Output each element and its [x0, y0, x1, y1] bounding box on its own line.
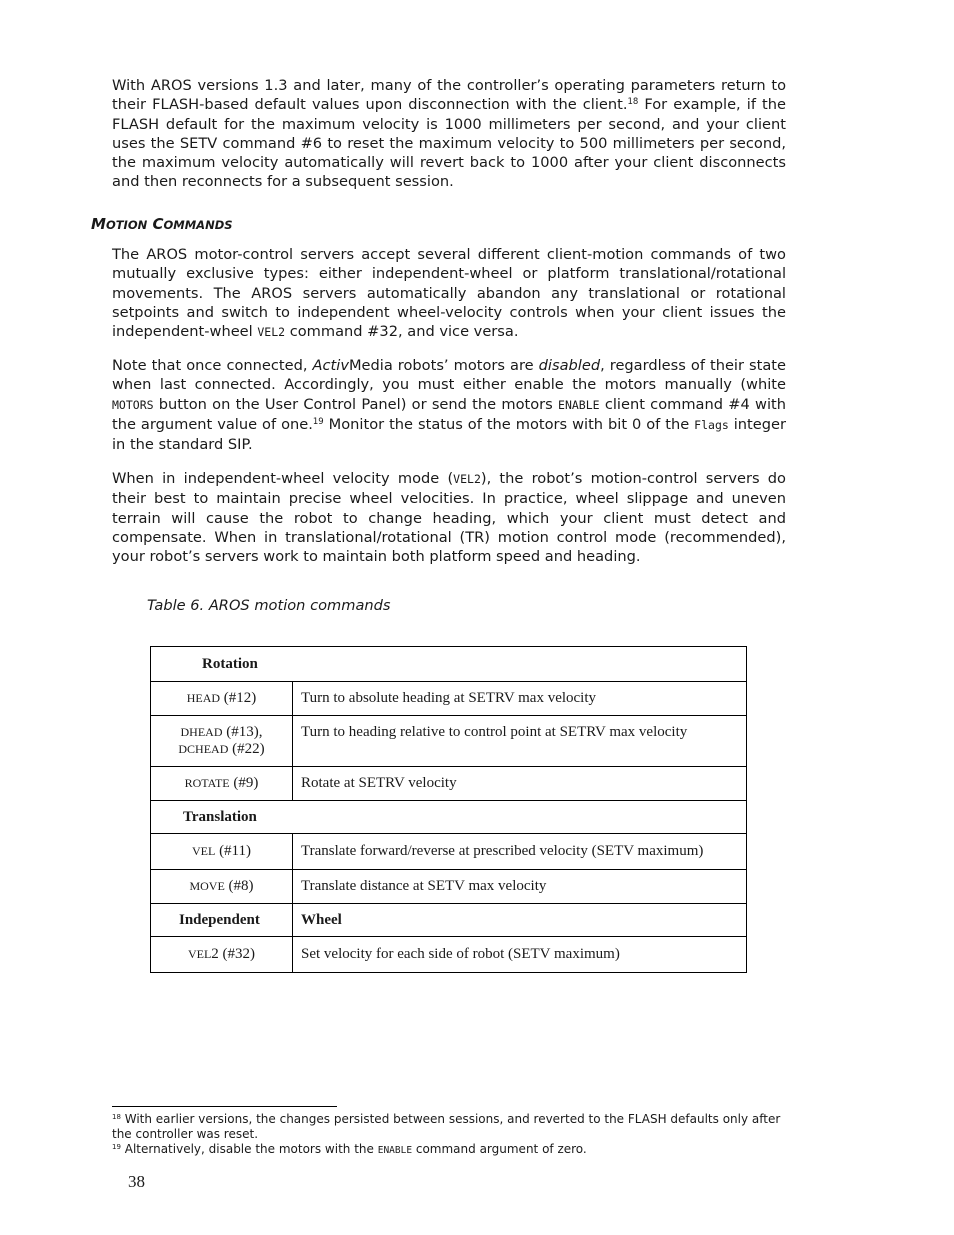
section-label-wheel: Wheel [293, 904, 747, 937]
footnote-19: $^{19}$ Alternatively, disable the motors with the ENABLE command argument of zero. [112, 1142, 587, 1156]
footnote-ref-18[interactable]: 18 [627, 97, 639, 108]
command-cell: ROTATE (#9) [151, 767, 293, 801]
description-cell: Set velocity for each side of robot (SETV maximum) [293, 937, 747, 973]
section-label-rotation: Rotation [151, 647, 747, 682]
table-section-row [151, 801, 747, 834]
motors-code: MOTORS [112, 397, 154, 412]
table-row [151, 682, 747, 716]
table-row [151, 716, 747, 767]
table-row [151, 937, 747, 973]
section-label-independent: Independent [151, 904, 293, 937]
flags-code: Flags [694, 417, 729, 432]
command-cell: MOVE (#8) [151, 870, 293, 904]
footnote-ref-19[interactable]: 19 [312, 416, 324, 427]
description-cell: Translate distance at SETV max velocity [293, 870, 747, 904]
motion-commands-table [150, 646, 747, 973]
footnote-18: $^{18}$ With earlier versions, the changes persisted between sessions, and reverted to the FLASH defaults only after the controller was reset. [112, 1112, 781, 1141]
section-heading: MOTION COMMANDS [91, 215, 233, 233]
command-cell: HEAD (#12) [151, 682, 293, 716]
table-section-row [151, 647, 747, 682]
section-label-translation: Translation [151, 801, 747, 834]
description-cell: Translate forward/reverse at prescribed velocity (SETV maximum) [293, 834, 747, 870]
command-cell: VEL (#11) [151, 834, 293, 870]
table-caption: Table 6. AROS motion commands [147, 597, 391, 614]
motion-paragraph-1: The AROS motor-control servers accept several different client-motion commands of two mutually exclusive types: either independent-wheel or platform translational/rotational movements. The AROS servers automatically abandon any translational or rotational setpoints and switch to independent wheel-velocity controls when your client issues the independent-wheel VEL2 command #32, and vice versa. [112, 246, 786, 341]
motion-paragraph-2: Note that once connected, ActivMedia robots’ motors are disabled, regardless of their state when last connected. Accordingly, you must either enable the motors manually (white MOTORS button on the User Control Panel) or send the motors ENABLE client command #4 with the argument value of one.$^{19}$ Monitor the status of the motors with bit 0 of the Flags integer in the standard SIP. [112, 357, 786, 454]
description-cell: Rotate at SETRV velocity [293, 767, 747, 801]
enable-code: ENABLE [558, 397, 600, 412]
table-row [151, 767, 747, 801]
table-row [151, 834, 747, 870]
command-cell: DHEAD (#13), DCHEAD (#22) [151, 716, 293, 767]
vel2-code: VEL2 [257, 325, 286, 340]
description-cell: Turn to heading relative to control point at SETRV max velocity [293, 716, 747, 767]
enable-code: ENABLE [377, 1145, 413, 1156]
description-cell: Turn to absolute heading at SETRV max velocity [293, 682, 747, 716]
table-row [151, 870, 747, 904]
motion-paragraph-3: When in independent-wheel velocity mode (VEL2), the robot’s motion-control servers do their best to maintain precise wheel velocities. In practice, wheel slippage and uneven terrain will cause the robot to change heading, which your client must detect and compensate. When in translational/rotational (TR) motion control mode (recommended), your robot’s servers work to maintain both platform speed and heading. [112, 470, 786, 566]
table-section-row [151, 904, 747, 937]
command-cell: VEL2 (#32) [151, 937, 293, 973]
vel2-code: VEL2 [453, 472, 481, 486]
intro-paragraph: With AROS versions 1.3 and later, many of the controller’s operating parameters return to their FLASH-based default values upon disconnection with the client.$^{18}$ For example, if the FLASH default for the maximum velocity is 1000 millimeters per second, and your client uses the SETV command #6 to reset the maximum velocity to 500 millimeters per second, the maximum velocity automatically will revert back to 1000 after your client disconnects and then reconnects for a subsequent session. [112, 77, 786, 191]
footnote-divider [112, 1106, 337, 1107]
page-number: 38 [128, 1172, 145, 1191]
